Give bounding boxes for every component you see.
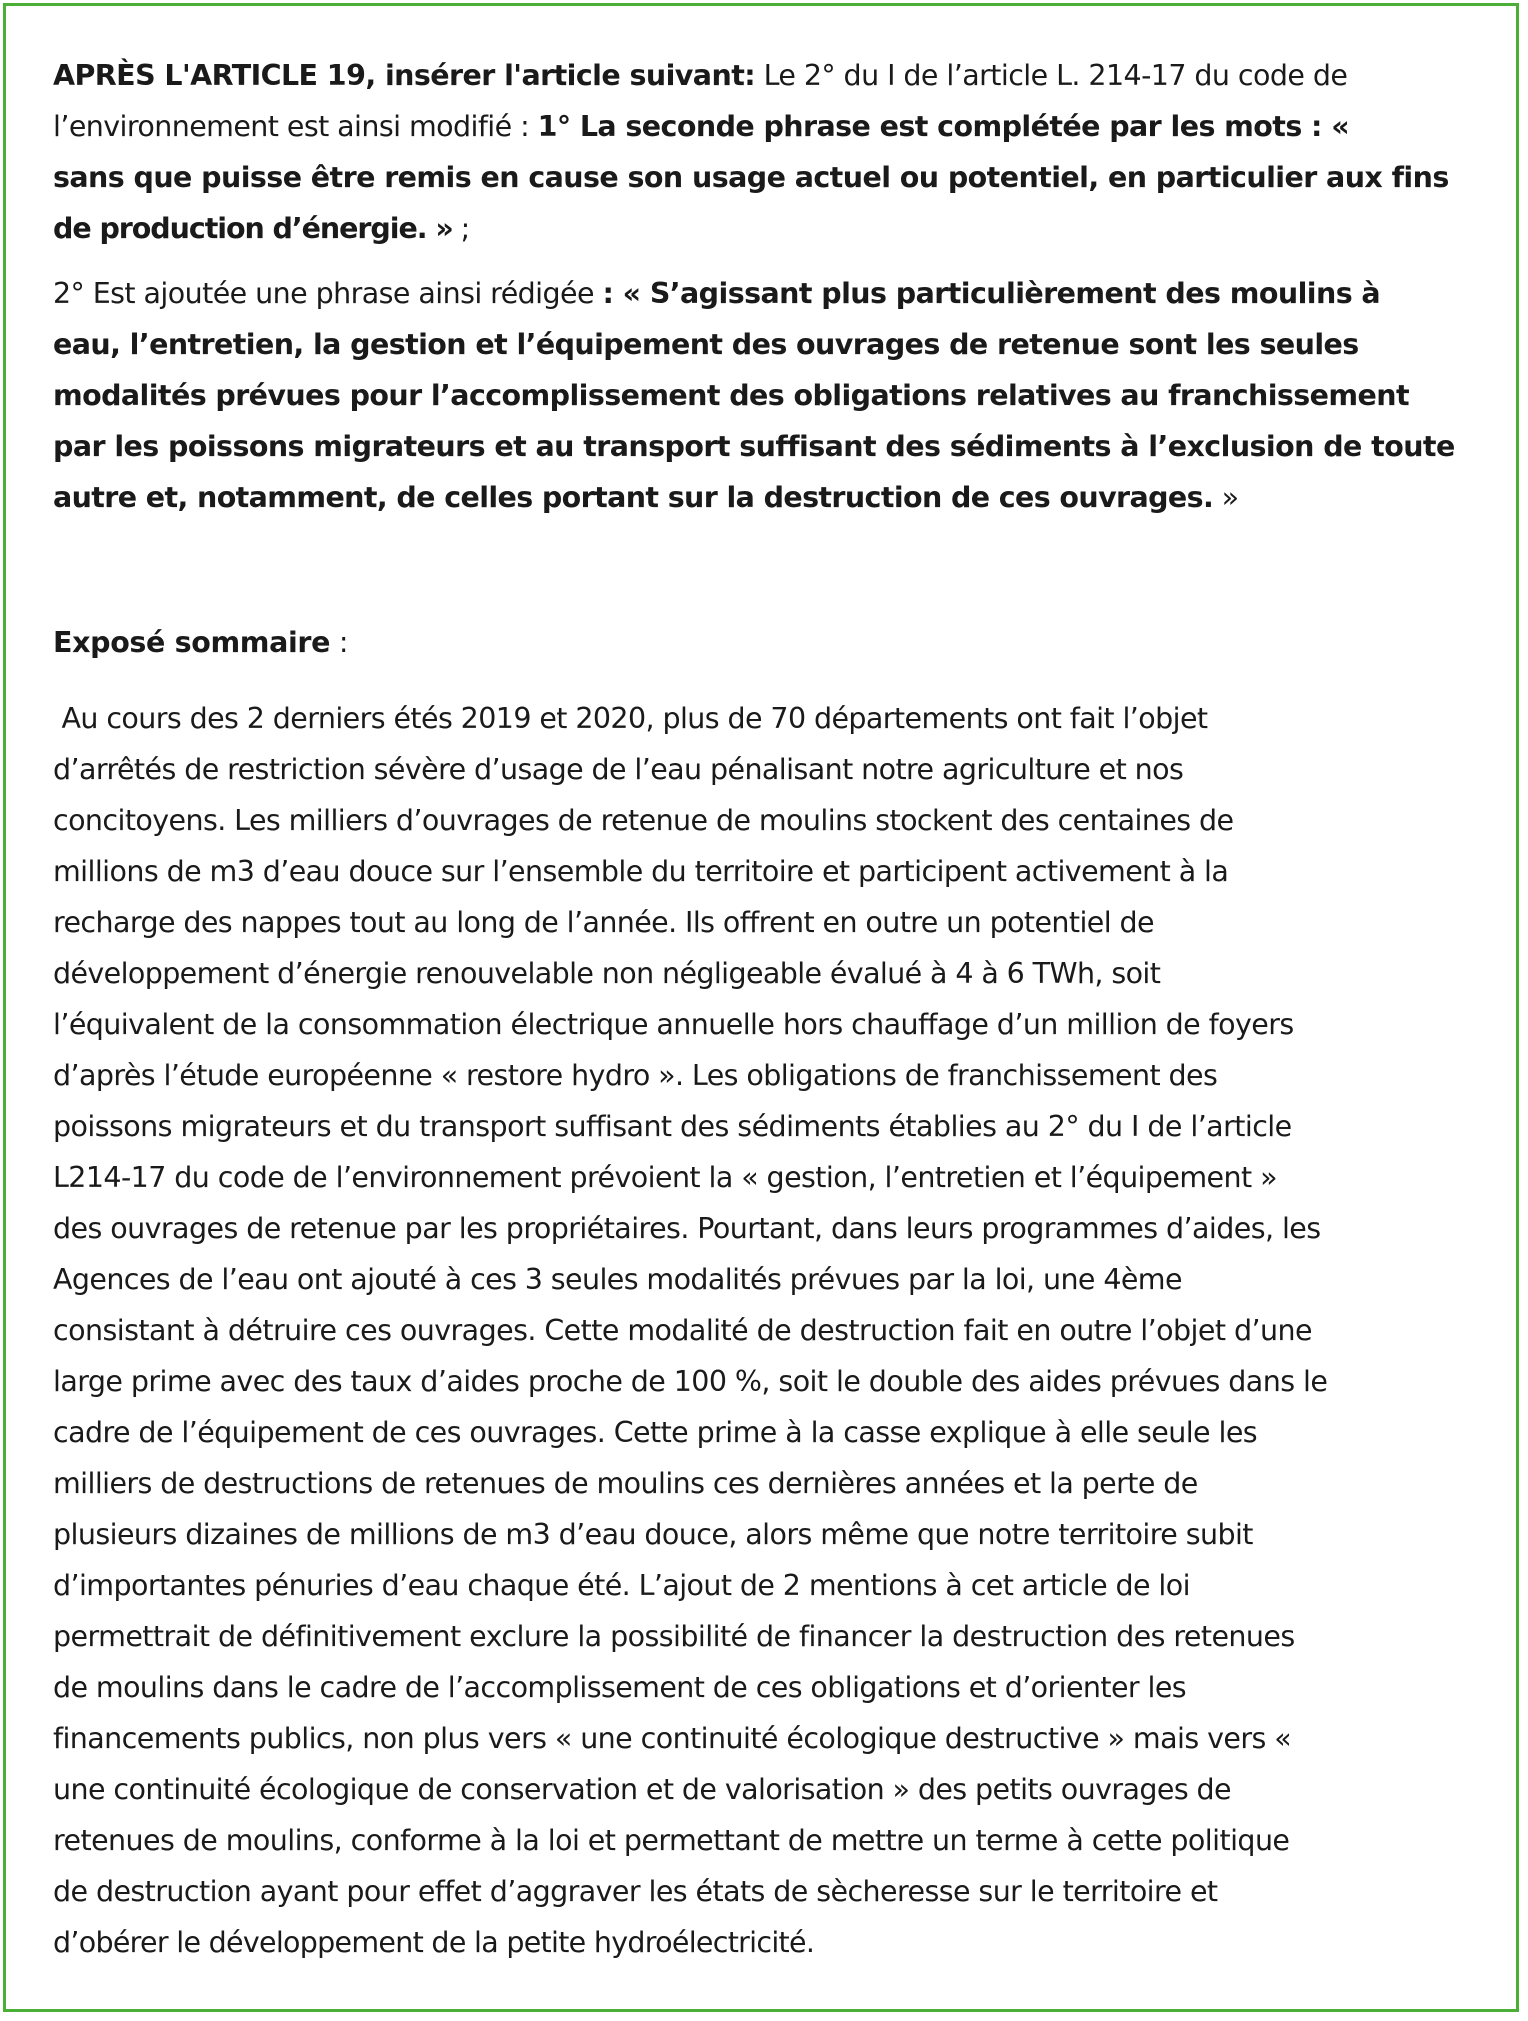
summary-line: d’importantes pénuries d’eau chaque été. L’ajout de 2 mentions à cet article de loi bbox=[53, 1569, 1190, 1602]
summary-line: financements publics, non plus vers « une continuité écologique destructive » mais vers « bbox=[53, 1722, 1292, 1755]
amendment-text-bold: autre et, notamment, de celles portant sur la destruction de ces ouvrages. bbox=[53, 481, 1214, 514]
amendment-text: » bbox=[1213, 481, 1239, 514]
summary-line: d’arrêtés de restriction sévère d’usage de l’eau pénalisant notre agriculture et nos bbox=[53, 753, 1184, 786]
summary-line: consistant à détruire ces ouvrages. Cette modalité de destruction fait en outre l’objet d’une bbox=[53, 1314, 1312, 1347]
summary-line: milliers de destructions de retenues de moulins ces dernières années et la perte de bbox=[53, 1467, 1198, 1500]
amendment-text: l’environnement est ainsi modifié : bbox=[53, 110, 538, 143]
amendment-intro-bold: APRÈS L'ARTICLE 19, insérer l'article suivant: bbox=[53, 59, 756, 92]
amendment-line bbox=[53, 370, 1493, 421]
amendment-text: ; bbox=[452, 212, 470, 245]
summary-line: cadre de l’équipement de ces ouvrages. Cette prime à la casse explique à elle seule les bbox=[53, 1416, 1258, 1449]
summary-line: millions de m3 d’eau douce sur l’ensemble du territoire et participent activement à la bbox=[53, 855, 1229, 888]
summary-line: recharge des nappes tout au long de l’année. Ils offrent en outre un potentiel de bbox=[53, 906, 1154, 939]
summary-line: l’équivalent de la consommation électrique annuelle hors chauffage d’un million de foyers bbox=[53, 1008, 1294, 1041]
amendment-line bbox=[53, 319, 1493, 370]
amendment-line bbox=[53, 421, 1493, 472]
summary-line: des ouvrages de retenue par les propriétaires. Pourtant, dans leurs programmes d’aides, les bbox=[53, 1212, 1321, 1245]
amendment-line bbox=[53, 203, 1493, 254]
amendment-line bbox=[53, 50, 1493, 101]
summary-line: Agences de l’eau ont ajouté à ces 3 seules modalités prévues par la loi, une 4ème bbox=[53, 1263, 1182, 1296]
summary-heading-bold: Exposé sommaire bbox=[53, 626, 331, 659]
summary-line: large prime avec des taux d’aides proche de 100 %, soit le double des aides prévues dans le bbox=[53, 1365, 1328, 1398]
summary-line: permettrait de définitivement exclure la possibilité de financer la destruction des retenues bbox=[53, 1620, 1295, 1653]
summary-line: poissons migrateurs et du transport suffisant des sédiments établies au 2° du I de l’article bbox=[53, 1110, 1292, 1143]
summary-line: Au cours des 2 derniers étés 2019 et 2020, plus de 70 départements ont fait l’objet bbox=[53, 702, 1208, 735]
summary-heading bbox=[53, 617, 1493, 668]
summary-line: concitoyens. Les milliers d’ouvrages de retenue de moulins stockent des centaines de bbox=[53, 804, 1234, 837]
amendment-text-bold: par les poissons migrateurs et au transport suffisant des sédiments à l’exclusion de toute bbox=[53, 430, 1455, 463]
summary-line: développement d’énergie renouvelable non négligeable évalué à 4 à 6 TWh, soit bbox=[53, 957, 1161, 990]
summary-line: L214-17 du code de l’environnement prévoient la « gestion, l’entretien et l’équipement » bbox=[53, 1161, 1277, 1194]
summary-line: d’après l’étude européenne « restore hydro ». Les obligations de franchissement des bbox=[53, 1059, 1218, 1092]
summary-line: retenues de moulins, conforme à la loi et permettant de mettre un terme à cette politique bbox=[53, 1824, 1290, 1857]
amendment-text-bold: 1° La seconde phrase est complétée par les mots : « bbox=[537, 110, 1350, 143]
summary-heading-colon: : bbox=[330, 626, 349, 659]
section-spacer bbox=[53, 523, 1493, 617]
amendment-text-bold: de production d’énergie. » bbox=[53, 212, 453, 245]
amendment-paragraph-2 bbox=[53, 268, 1493, 523]
amendment-line bbox=[53, 472, 1493, 523]
amendment-text-bold: : « S’agissant plus particulièrement des moulins à bbox=[602, 277, 1381, 310]
amendment-text: 2° Est ajoutée une phrase ainsi rédigée bbox=[53, 277, 603, 310]
amendment-line bbox=[53, 101, 1493, 152]
amendment-text-bold: eau, l’entretien, la gestion et l’équipement des ouvrages de retenue sont les seules bbox=[53, 328, 1359, 361]
amendment-paragraph-1 bbox=[53, 50, 1493, 254]
amendment-line bbox=[53, 268, 1493, 319]
summary-line: de destruction ayant pour effet d’aggraver les états de sècheresse sur le territoire et bbox=[53, 1875, 1218, 1908]
summary-paragraph bbox=[53, 693, 1493, 1968]
amendment-intro-normal: Le 2° du I de l’article L. 214-17 du code de bbox=[755, 59, 1348, 92]
amendment-text-bold: sans que puisse être remis en cause son usage actuel ou potentiel, en particulier aux fins bbox=[53, 161, 1449, 194]
summary-line: plusieurs dizaines de millions de m3 d’eau douce, alors même que notre territoire subit bbox=[53, 1518, 1253, 1551]
document-body bbox=[53, 50, 1493, 1968]
summary-line: de moulins dans le cadre de l’accomplissement de ces obligations et d’orienter les bbox=[53, 1671, 1187, 1704]
amendment-line bbox=[53, 152, 1493, 203]
summary-line: une continuité écologique de conservation et de valorisation » des petits ouvrages de bbox=[53, 1773, 1232, 1806]
amendment-text-bold: modalités prévues pour l’accomplissement des obligations relatives au franchissement bbox=[53, 379, 1410, 412]
summary-line: d’obérer le développement de la petite hydroélectricité. bbox=[53, 1926, 815, 1959]
